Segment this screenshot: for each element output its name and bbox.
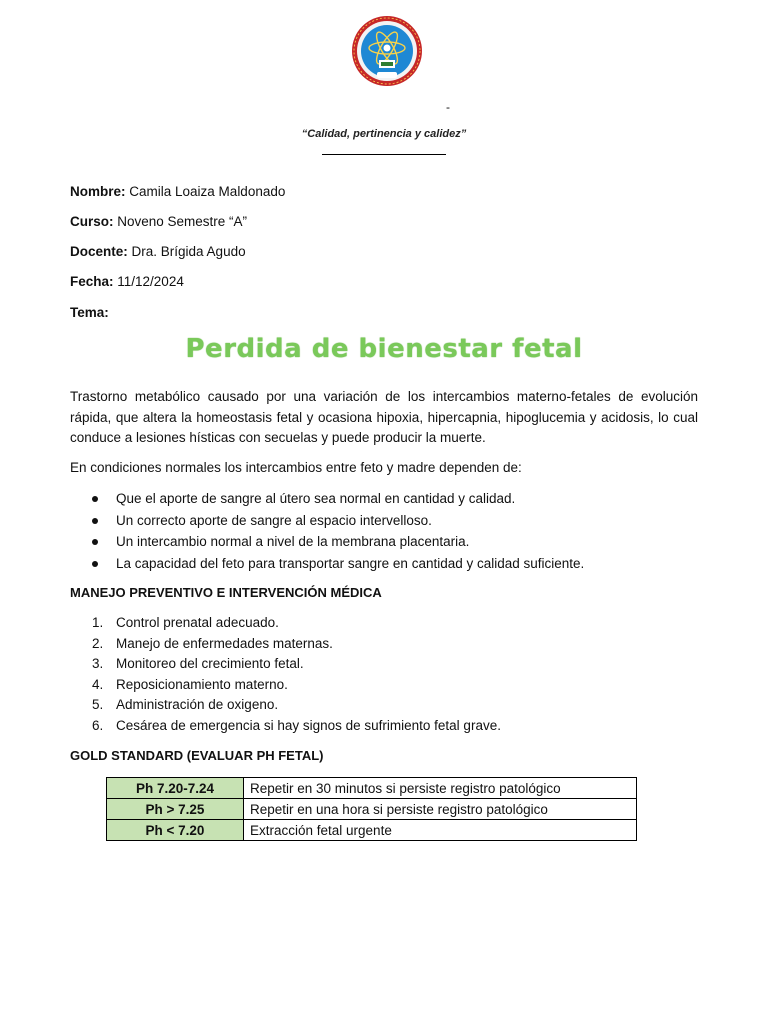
list-item (70, 675, 710, 696)
field-fecha-value: 11/12/2024 (113, 274, 184, 289)
list-item-number: 5. (92, 697, 104, 712)
field-curso-label: Curso: (70, 214, 114, 229)
list-item-text: La capacidad del feto para transportar sangre en cantidad y calidad suficiente. (116, 555, 585, 571)
list-item-text: Manejo de enfermedades maternas. (116, 635, 333, 651)
conditions-list (70, 488, 710, 574)
field-nombre-value: Camila Loaiza Maldonado (125, 184, 286, 199)
list-item (70, 695, 710, 716)
bullet-icon (92, 561, 98, 567)
list-item-text: Control prenatal adecuado. (116, 615, 279, 630)
ph-action-cell: Repetir en 30 minutos si persiste registro patológico (244, 778, 637, 799)
field-curso-value: Noveno Semestre “A” (113, 214, 248, 229)
list-item-text: Que el aporte de sangre al útero sea normal en cantidad y calidad. (116, 491, 516, 506)
list-item-number: 2. (92, 635, 104, 651)
bullet-icon (92, 496, 98, 502)
management-heading: MANEJO PREVENTIVO E INTERVENCIÓN MÉDICA (70, 585, 382, 600)
conditions-intro: En condiciones normales los intercambios entre feto y madre dependen de: (70, 460, 522, 475)
bullet-icon (92, 539, 98, 545)
university-seal-icon (350, 14, 424, 88)
field-nombre (70, 184, 285, 199)
ph-table (106, 777, 637, 841)
list-item (70, 488, 710, 510)
list-item (70, 613, 710, 634)
field-curso (70, 214, 247, 229)
header-dash: - (446, 100, 450, 114)
list-item (70, 553, 710, 575)
list-item-text: Reposicionamiento materno. (116, 676, 288, 692)
list-item-text: Un correcto aporte de sangre al espacio intervelloso. (116, 512, 432, 528)
ph-action-cell: Extracción fetal urgente (244, 820, 637, 841)
table-row (107, 778, 637, 799)
list-item (70, 634, 710, 655)
field-fecha (70, 274, 184, 289)
field-fecha-label: Fecha: (70, 274, 114, 289)
list-item-number: 4. (92, 676, 104, 692)
institution-motto: “Calidad, pertinencia y calidez” (301, 128, 467, 140)
intro-paragraph: Trastorno metabólico causado por una variación de los intercambios materno-fetales de evolución rápida, que altera la homeostasis fetal y ocasiona hipoxia, hipercapnia, hipoglucemia y acidosis, lo cual conduce a lesiones hísticas con secuelas y puede producir la muerte. (70, 389, 698, 445)
list-item-text: Cesárea de emergencia si hay signos de sufrimiento fetal grave. (116, 717, 501, 733)
list-item-text: Monitoreo del crecimiento fetal. (116, 656, 304, 671)
field-tema (70, 305, 109, 320)
ph-range-cell: Ph < 7.20 (107, 820, 244, 841)
list-item-number: 1. (92, 615, 104, 630)
list-item-number: 3. (92, 656, 104, 671)
university-seal-graphic (350, 14, 424, 88)
list-item-text: Un intercambio normal a nivel de la membrana placentaria. (116, 534, 470, 549)
list-item (70, 531, 710, 553)
field-docente-value: Dra. Brígida Agudo (127, 244, 246, 259)
table-row (107, 799, 637, 820)
bullet-icon (92, 518, 98, 524)
ph-action-cell: Repetir en una hora si persiste registro patológico (244, 799, 637, 820)
field-docente-label: Docente: (70, 244, 128, 259)
management-list (70, 613, 710, 736)
list-item (70, 654, 710, 675)
list-item-text: Administración de oxigeno. (116, 697, 279, 712)
motto-underline (322, 154, 446, 155)
document-title: Perdida de bienestar fetal (185, 334, 583, 364)
field-nombre-label: Nombre: (70, 184, 126, 199)
gold-standard-heading: GOLD STANDARD (EVALUAR PH FETAL) (70, 748, 324, 763)
ph-range-cell: Ph > 7.25 (107, 799, 244, 820)
list-item (70, 716, 710, 737)
ph-range-cell: Ph 7.20-7.24 (107, 778, 244, 799)
field-docente (70, 244, 246, 259)
list-item (70, 510, 710, 532)
list-item-number: 6. (92, 717, 104, 733)
field-tema-label: Tema: (70, 305, 109, 320)
table-row (107, 820, 637, 841)
